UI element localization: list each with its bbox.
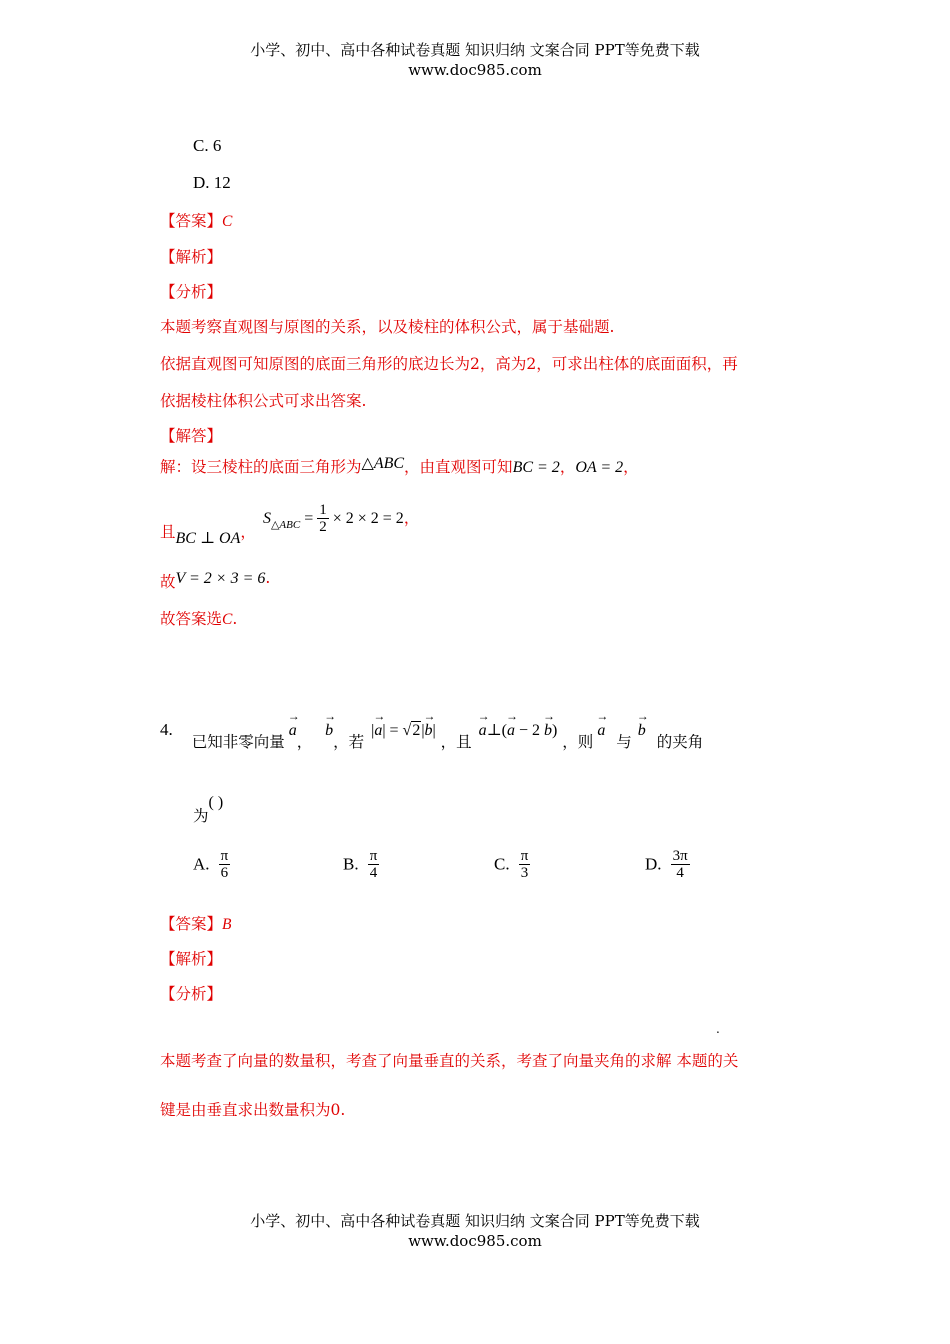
q4-jiexi-tag: 【解析】 (160, 950, 223, 968)
fraction-denominator: 6 (220, 865, 229, 881)
q4-option-b (343, 848, 379, 881)
q4-condition-1: |→ a| = √2|→ b| (371, 722, 436, 739)
sol4-value: C (222, 611, 233, 628)
sol2-s: S (262, 510, 271, 527)
sol3-gu: 故 (160, 573, 176, 591)
fraction-numerator: π (220, 848, 229, 864)
q3-solution-line1: 解：设三棱柱的底面三角形为△ABC，由直观图可知BC = 2，OA = 2， (160, 455, 639, 476)
sol1-bc: BC = 2 (512, 459, 560, 476)
q4-stem-line2 (193, 790, 224, 825)
sol1-text: 解：设三棱柱的底面三角形为 (160, 458, 362, 476)
q4-analysis-line2: 键是由垂直求出数量积为0. (160, 1101, 346, 1119)
q4-wei: 为 (193, 807, 209, 825)
sqrt-2: √2 (402, 722, 421, 739)
option-fraction (219, 848, 231, 881)
sol2-eq: = (300, 510, 318, 527)
sol1-triangle: △ABC (361, 455, 405, 472)
stray-dot: . (716, 1022, 720, 1036)
q4-option-c (494, 848, 530, 881)
q3-solution-line4 (160, 607, 237, 629)
q4-number: 4. (160, 720, 173, 739)
sol2-qie: 且 (160, 523, 176, 541)
answer-tag: 【答案】 (160, 915, 223, 933)
q4-ruo: ，若 (333, 733, 365, 751)
answer-value: B (222, 916, 232, 933)
vector-b: → b (325, 722, 333, 740)
sol4-text: 故答案选 (160, 610, 223, 628)
page-footer-url: www.doc985.com (408, 1232, 542, 1250)
q3-jieda-tag: 【解答】 (160, 427, 223, 445)
vector-b: → b (638, 722, 646, 740)
sol2-perp: BC ⊥ OA (175, 530, 241, 547)
vector-b: → b (425, 722, 433, 740)
option-label: C. (494, 854, 510, 874)
option-label: A. (193, 854, 210, 874)
q3-solution-line2: 且BC ⊥ OA， $S_{\triangle ABC}$ = $\frac{1}{2}$ × 2 × 2 = 2， (160, 502, 420, 547)
option-fraction (519, 848, 531, 881)
q4-ze: ，则 (562, 733, 594, 751)
q4-qie: ，且 (440, 733, 472, 751)
sol1-mid: ，由直观图可知 (404, 458, 513, 476)
q4-stem-line1: 4. 已知非零向量→ a， → b，若 |→ a| = √2|→ b| ，且 → a⊥(→ a − 2 → b) ，则→ a 与→ b 的夹角 (160, 718, 703, 740)
q3-solution-line3: 故V = 2 × 3 = 6. (160, 569, 271, 591)
q4-option-a (193, 848, 230, 881)
sol2-fraction (317, 502, 329, 535)
abs-eq: | = (382, 722, 403, 739)
q4-option-d (645, 848, 690, 881)
q3-option-c: C. 6 (193, 136, 222, 155)
page-header-title: 小学、初中、高中各种试卷真题 知识归纳 文案合同 PPT等免费下载 (250, 41, 700, 59)
q4-stem-text: 已知非零向量 (191, 733, 285, 751)
q4-fenxi-tag: 【分析】 (160, 985, 223, 1003)
q4-paren: ( ) (208, 794, 224, 811)
vector-a: → a (374, 722, 382, 740)
vector-a: → a (597, 722, 605, 740)
page-footer-title: 小学、初中、高中各种试卷真题 知识归纳 文案合同 PPT等免费下载 (250, 1212, 700, 1230)
q3-fenxi-tag: 【分析】 (160, 283, 223, 301)
fraction-denominator: 4 (369, 865, 378, 881)
option-fraction (368, 848, 380, 881)
sqrt-radicand: 2 (412, 722, 421, 739)
fraction-denominator: 3 (520, 865, 529, 881)
q3-analysis-line2: 依据直观图可知原图的底面三角形的底边长为2，高为2，可求出柱体的底面面积，再 (160, 355, 738, 373)
q3-analysis-line3: 依据棱柱体积公式可求出答案. (160, 392, 367, 410)
fraction-numerator: 1 (319, 502, 327, 518)
q4-answer (160, 912, 231, 934)
q3-jiexi-tag: 【解析】 (160, 248, 223, 266)
option-label: D. (645, 854, 662, 874)
q3-answer (160, 209, 232, 231)
q3-analysis-line1: 本题考察直观图与原图的关系，以及棱柱的体积公式，属于基础题. (160, 318, 615, 336)
q4-condition-2: → a⊥(→ a − 2 → b) (479, 722, 558, 739)
answer-tag: 【答案】 (160, 212, 223, 230)
fraction-numerator: π (369, 848, 378, 864)
fraction-denominator: 2 (319, 519, 327, 535)
fraction-numerator: π (520, 848, 529, 864)
abs-bar: | (371, 722, 375, 739)
page-header-url: www.doc985.com (408, 61, 542, 79)
fraction-denominator: 4 (676, 865, 684, 881)
q3-option-d: D. 12 (193, 173, 231, 192)
sol2-sub: △ABC (270, 519, 301, 531)
answer-value: C (222, 213, 233, 230)
fraction-numerator: 3π (672, 848, 688, 864)
sol2-rest: × 2 × 2 = 2 (328, 510, 404, 527)
q4-yu: 与 (616, 733, 632, 751)
sol4-end: . (232, 610, 238, 628)
q4-jiajiao: 的夹角 (656, 733, 704, 751)
sol1-oa: OA = 2 (575, 459, 624, 476)
vector-a: → a (289, 722, 297, 740)
q4-analysis-line1: 本题考查了向量的数量积，考查了向量垂直的关系，考查了向量夹角的求解 本题的关 (160, 1052, 739, 1070)
sol3-expr: V = 2 × 3 = 6 (175, 570, 266, 587)
option-fraction (671, 848, 690, 881)
option-label: B. (343, 854, 359, 874)
